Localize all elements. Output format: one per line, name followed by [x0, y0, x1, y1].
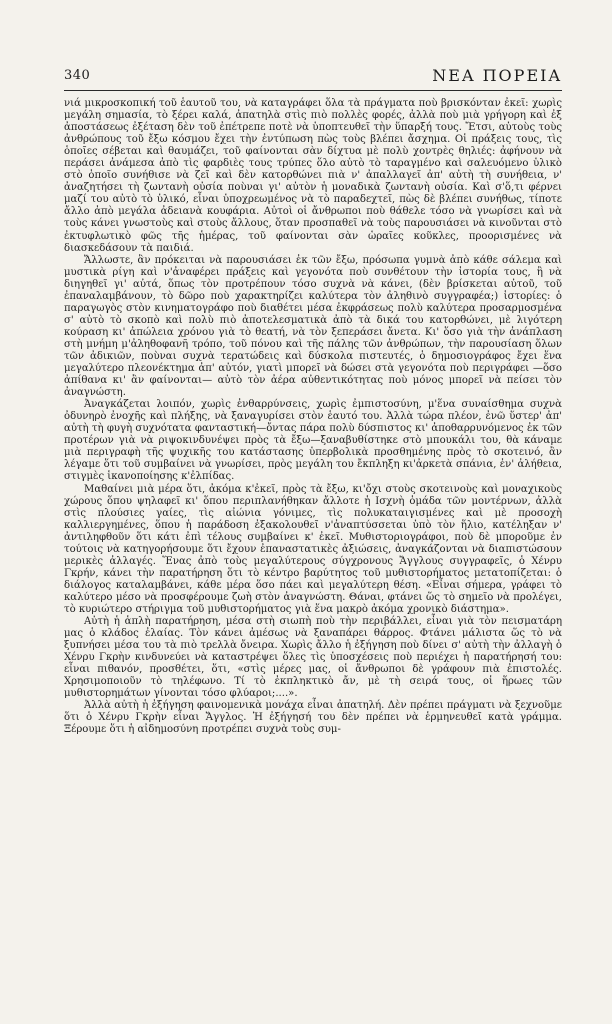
page-number: 340: [64, 68, 91, 83]
paragraph: Μαθαίνει μιὰ μέρα ὅτι, ἀκόμα κ'ἐκεῖ, πρὸς τὰ ἔξω, κι'ὄχι στοὺς σκοτεινοὺς καὶ μοναχικοὺς χώρους ὅπου ψηλαφεῖ κι' ὅπου περιπλανήθηκαν ἄλλοτε ἡ Ισχνὴ ὁμάδα τῶν μοντέρνων, ἀλλὰ στὶς πλούσιες γαίες, τὶς αἰώνια γόνιμες, τὶς πολυκαταιγισμένες καὶ μὲ προσοχὴ καλλιεργημένες, ὅπου ἡ παράδοση ἐξακολουθεῖ ν'ἀναπτύσσεται ὑπὸ τὸν ἥλιο, κατέληξαν ν' ἀντιληφθοῦν ὅτι κάτι ἐπὶ τέλους συμβαίνει κ' ἐκεῖ. Μυθιστοριογράφοι, ποὺ δὲ μποροῦμε ἐν τούτοις νὰ κατηγορήσουμε ὅτι ἔχουν ἐπαναστατικὲς ἀξιώσεις, ἀναγκάζονται νὰ διαπιστώσουν μερικὲς ἀλλαγές. Ἕνας ἀπὸ τοὺς μεγαλύτερους σύγχρονους Ἄγγλους συγγραφεῖς, ὁ Χένρυ Γκρήν, κάνει τὴν παρατήρηση ὅτι τὸ κέντρο βαρύτητος τοῦ μυθιστορήματος μετατοπίζεται: ὁ διάλογος καταλαμβάνει, κάθε μέρα ὅσο πάει καὶ μεγαλύτερη θέση. «Εἶναι σήμερα, γράφει τὸ καλύτερο μέσο νὰ προσφέρουμε ζωὴ στὸν ἀναγνώστη. Θάναι, φτάνει ὥς τὸ σημεῖο νὰ προλέγει, τὸ κυριώτερο στήριγμα τοῦ μυθιστορήματος γιὰ ἕνα μακρὸ ἀκόμα χρονικὸ διάστημα».: [64, 483, 562, 615]
running-title: ΝΕΑ ΠΟΡΕΙΑ: [432, 66, 562, 85]
page-header: [64, 66, 562, 88]
paragraph: Ἄλλωστε, ἂν πρόκειται νὰ παρουσιάσει ἐκ τῶν ἔξω, πρόσωπα γυμνὰ ἀπὸ κάθε σάλεμα καὶ μυστικὰ ρίγη καὶ ν'ἀναφέρει πράξεις καὶ γεγονότα ποὺ συνθέτουν τὴν ἱστορία τους, ἢ νὰ διηγηθεῖ γι' αὐτά, ὅπως τὸν προτρέπουν τόσο συχνὰ νὰ κάνει, (δὲν βρίσκεται αὐτοῦ, τοῦ ἐπαναλαμβάνουν, τὸ δῶρο ποὺ χαρακτηρίζει καλύτερα τὸν ἀληθινὸ συγγραφέα;) ἱστορίες: ὁ παραγωγὸς στὸν κινηματογράφο ποὺ διαθέτει μέσα ἐκφράσεως πολὺ καλύτερα προσαρμοσμένα σ' αὐτὸ τὸ σκοπὸ καὶ πολὺ πιὸ ἀποτελεσματικὰ ἀπὸ τὰ δικά του κατορθώνει, μὲ λιγότερη κούραση κι' ἀπώλεια χρόνου γιὰ τὸ θεατή, νὰ τὸν ξεπεράσει ἄνετα. Κι' ὅσο γιὰ τὴν ἀνάπλαση στὴ μνήμη μ'ἀληθοφανῆ τρόπο, τοῦ πόνου καὶ τῆς πάλης τῶν ἀνθρώπων, τὴν παρουσίαση ὅλων τῶν ἀδικιῶν, ποὺναι συχνὰ τερατώδεις καὶ δύσκολα πιστευτές, ὁ δημοσιογράφος ἔχει ἕνα μεγαλύτερο πλεονέκτημα ἀπ' αὐτόν, γιατὶ μπορεῖ νὰ δώσει στὰ γεγονότα ποὺ περιγράφει —ὅσο ἀπίθανα κι' ἂν φαίνονται— αὐτὸ τὸν ἀέρα αὐθεντικότητας ποὺ μόνος μπορεῖ νὰ πείσει τὸν ἀναγνώστη.: [64, 254, 562, 399]
paragraph: Αὐτὴ ἡ ἁπλὴ παρατήρηση, μέσα στὴ σιωπὴ ποὺ τὴν περιβάλλει, εἶναι γιὰ τὸν πεισματάρη μας ὁ κλάδος ἐλαίας. Τὸν κάνει ἀμέσως νὰ ξαναπάρει θάρρος. Φτάνει μάλιστα ὥς τὸ νὰ ξυπνήσει μέσα του τὰ πιὸ τρελλὰ ὄνειρα. Χωρὶς ἄλλο ἡ ἐξήγηση ποὺ δίνει σ' αὐτὴ τὴν ἀλλαγὴ ὁ Χένρυ Γκρὴν κινδυνεύει νὰ καταστρέψει ὅλες τὶς ὑποσχέσεις ποὺ περιέχει ἡ παρατήρησή του: εἶναι πιθανόν, προσθέτει, ὅτι, «στὶς μέρες μας, οἱ ἄνθρωποι δὲ γράφουν πιὰ ἐπιστολές. Χρησιμοποιοῦν τὸ τηλέφωνο. Τί τὸ ἐκπληκτικὸ ἄν, μὲ τὴ σειρά τους, οἱ ἥρωες τῶν μυθιστορημάτων γίνονται τόσο φλύαροι;....».: [64, 616, 562, 700]
paragraph: Ἀλλὰ αὐτὴ ἡ ἐξήγηση φαινομενικὰ μονάχα εἶναι ἀπατηλή. Δὲν πρέπει πράγματι νὰ ξεχνοῦμε ὅτι ὁ Χένρυ Γκρὴν εἶναι Ἄγγλος. Ἡ ἐξήγησή του δὲν πρέπει νὰ ἑρμηνευθεῖ κατὰ γράμμα. Ξέρουμε ὅτι ἡ αἰδημοσύνη προτρέπει συχνὰ τοὺς συμ-: [64, 700, 562, 736]
body-text: [64, 98, 562, 736]
paragraph: νιά μικροσκοπική τοῦ ἑαυτοῦ του, νὰ καταγράφει ὅλα τὰ πράγματα ποὺ βρισκόνταν ἐκεῖ: χωρὶς μεγάλη σημασία, τὸ ξέρει καλά, ἀπατηλὰ στὶς πιὸ πολλὲς φορές, ἀλλὰ ποὺ μιὰ γρήγορη καὶ ἐξ ἀποστάσεως ἐξέταση δὲν τοῦ ἐπέτρεπε ποτὲ νὰ ὑποπτευθεῖ τὴν ὕπαρξή τους. Ἔτσι, αὐτοὺς τοὺς ἀνθρώπους τοῦ ἔξω κόσμου ἔχει τὴν ἐντύπωση πὼς τοὺς βλέπει ἄσχημα. Οἱ πράξεις τους, τὶς ὁποῖες σέβεται καὶ θαυμάζει, τοῦ φαίνονται σὰν δίχτυα μὲ πολὺ χοντρὲς θηλιές: ἀφήνουν νὰ περάσει ἀνάμεσα ἀπὸ τὶς φαρδιὲς τους τρύπες ὅλο αὐτὸ τὸ ταραγμένο καὶ σαλευόμενο ὑλικὸ στὸ ὁποῖο συνήθισε νὰ ζεῖ καὶ δὲν κατορθώνει πιὰ ν' ἀπαλλαγεῖ ἀπ' αὐτὴ τὴ συνήθεια, ν' ἀναζητήσει τὴ ζωντανὴ οὐσία ποὺναι γι' αὐτὸν ἡ μοναδικὰ ζωντανὴ οὐσία. Καὶ σ'ὅ,τι φέρνει μαζί του αὐτὸ τὸ ὑλικό, εἶναι ὑποχρεωμένος νὰ τὸ παραδεχτεῖ, πὼς δὲ βλέπει συνήθως, τίποτε ἄλλο ἀπὸ μεγάλα ἀδειανὰ κουφάρια. Αὐτοὶ οἱ ἄνθρωποι ποὺ θάθελε τόσο νὰ γνωρίσει καὶ νὰ τοὺς κάνει γνωστοὺς καὶ στοὺς ἄλλους, ὅταν προσπαθεῖ νὰ τοὺς παρουσιάσει νὰ κινοῦνται στὸ ἐκτυφλωτικὸ φῶς τῆς ἡμέρας, τοῦ φαίνονται σὰν ὡραῖες κοῦκλες, προορισμένες νὰ διασκεδάσουν τὰ παιδιά.: [64, 98, 562, 254]
paragraph: Ἀναγκάζεται λοιπόν, χωρὶς ἐνθαρρύνσεις, χωρὶς ἐμπιστοσύνη, μ'ἕνα συναίσθημα συχνὰ ὀδυνηρὸ ἐνοχῆς καὶ πλήξης, νὰ ξαναγυρίσει στὸν ἑαυτό του. Ἀλλὰ τώρα πλέον, ἐνῶ ὕστερ' ἀπ' αὐτὴ τὴ φυγὴ συχνότατα φανταστική—ὄντας πάρα πολὺ δύσπιστος κι' ἀποθαρρυνόμενος ἐκ τῶν προτέρων γιὰ νὰ ριψοκινδυνέψει πρὸς τὰ ἔξω—ξαναβυθίστηκε στὸ μπουκάλι του, θὰ κάναμε μιὰ περιγραφὴ τῆς ψυχικῆς του κατάστασης ὑπερβολικὰ προσθημένης πρὸς τὸ σκοτεινό, ἂν λέγαμε ὅτι τοῦ συμβαίνει νὰ γνωρίσει, πρὸς μεγάλη του ἔκπληξη κι'ἀρκετὰ σπάνια, ἐν' ἀλήθεια, στιγμὲς ἱκανοποίησης κ'ἐλπίδας.: [64, 399, 562, 483]
header-rule: [64, 90, 562, 91]
